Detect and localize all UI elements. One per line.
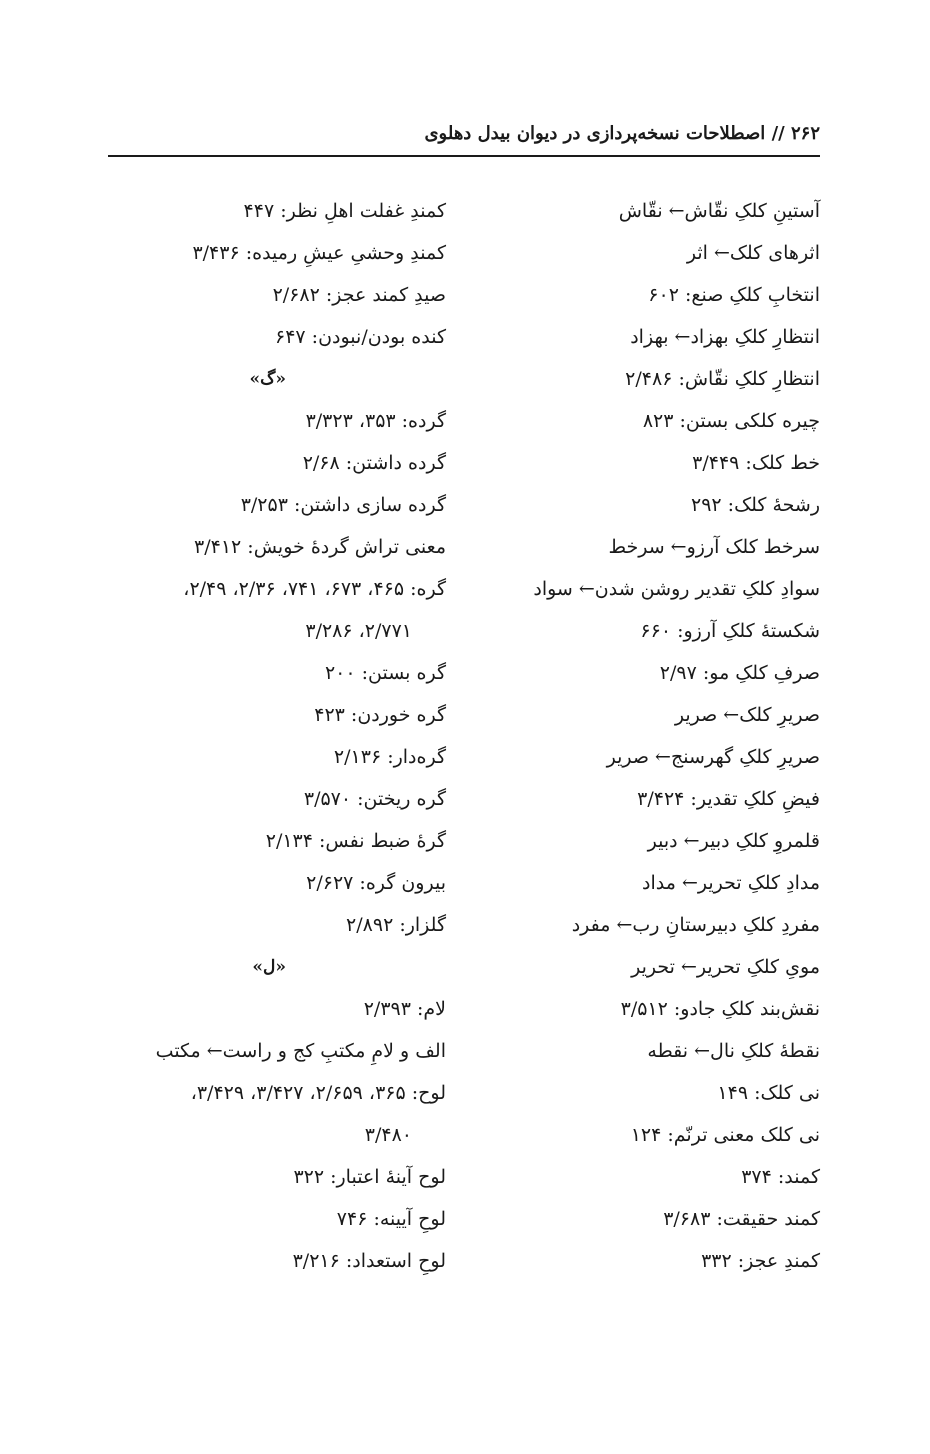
index-entry: مویِ کلکِ تحریر← تحریر: [631, 956, 820, 978]
index-entry: بیرون گره: ۲/۶۲۷: [306, 872, 446, 894]
index-entry: قلمروِ کلکِ دبیر← دبیر: [647, 830, 820, 852]
index-column-right: [500, 190, 820, 1282]
index-entry: صریرِ کلکِ گهرسنج← صریر: [606, 746, 820, 768]
index-entry: نی کلک: ۱۴۹: [717, 1082, 820, 1104]
index-entry: لوحِ استعداد: ۳/۲۱۶: [292, 1250, 446, 1272]
index-entry: گره ریختن: ۳/۵۷۰: [303, 788, 446, 810]
index-entry: ۲/۷۷۱، ۳/۲۸۶: [305, 620, 412, 642]
index-entry: گرهٔ ضبط نفس: ۲/۱۳۴: [265, 830, 446, 852]
index-entry: نقطهٔ کلکِ نال← نقطه: [647, 1040, 820, 1062]
index-entry: سوادِ کلکِ تقدیر روشن شدن← سواد: [533, 578, 820, 600]
index-entry: انتظارِ کلکِ نقّاش: ۲/۴۸۶: [625, 368, 820, 390]
index-entry: سرخط کلک آرزو← سرخط: [608, 536, 820, 558]
index-entry: گرده: ۳۵۳، ۳/۳۲۳: [305, 410, 446, 432]
index-entry: مفردِ کلکِ دبیرستانِ رب← مفرد: [571, 914, 820, 936]
index-entry: رشحهٔ کلک: ۲۹۲: [691, 494, 820, 516]
running-header: ۲۶۲ // اصطلاحات نسخه‌پردازی در دیوان بیدل دهلوی: [424, 123, 820, 144]
index-entry: گلزار: ۲/۸۹۲: [346, 914, 446, 936]
index-entry: لام: ۲/۳۹۳: [363, 998, 446, 1020]
index-entry: معنی تراش گردهٔ خویش: ۳/۴۱۲: [194, 536, 446, 558]
index-column-left: [96, 190, 446, 1282]
index-entry: صیدِ کمند عجز: ۲/۶۸۲: [272, 284, 446, 306]
index-entry: صرفِ کلکِ مو: ۲/۹۷: [659, 662, 820, 684]
index-entry: الف و لامِ مکتبِ کج و راست← مکتب: [155, 1040, 446, 1062]
index-entry: گره‌دار: ۲/۱۳۶: [333, 746, 446, 768]
index-entry: چیره کلکی بستن: ۸۲۳: [642, 410, 820, 432]
index-entry: خط کلک: ۳/۴۴۹: [692, 452, 820, 474]
index-entry: لوحِ آیینه: ۷۴۶: [336, 1208, 446, 1230]
section-heading: «گ»: [249, 369, 286, 389]
index-entry: شکستهٔ کلکِ آرزو: ۶۶۰: [640, 620, 820, 642]
index-entry: نقش‌بند کلکِ جادو: ۳/۵۱۲: [620, 998, 820, 1020]
index-entry: گرده سازی داشتن: ۳/۲۵۳: [240, 494, 446, 516]
index-entry: کمندِ عجز: ۳۳۲: [701, 1250, 820, 1272]
header-rule: [108, 155, 820, 157]
section-heading: «ل»: [252, 957, 286, 977]
index-entry: گره بستن: ۲۰۰: [324, 662, 446, 684]
index-entry: صریرِ کلک← صریر: [674, 704, 820, 726]
index-entry: گره خوردن: ۴۲۳: [314, 704, 446, 726]
index-entry: لوح: ۳۶۵، ۲/۶۵۹، ۳/۴۲۷، ۳/۴۲۹،: [190, 1082, 446, 1104]
index-entry: کنده بودن/نبودن: ۶۴۷: [275, 326, 446, 348]
index-entry: کمندِ غفلت اهلِ نظر: ۴۴۷: [243, 200, 446, 222]
index-entry: انتظارِ کلکِ بهزاد← بهزاد: [630, 326, 820, 348]
index-entry: کمند حقیقت: ۳/۶۸۳: [663, 1208, 820, 1230]
index-entry: مدادِ کلکِ تحریر← مداد: [642, 872, 820, 894]
index-entry: ۳/۴۸۰: [364, 1124, 412, 1146]
index-entry: گرده داشتن: ۲/۶۸: [302, 452, 446, 474]
index-entry: کمند: ۳۷۴: [741, 1166, 820, 1188]
index-entry: فیضِ کلکِ تقدیر: ۳/۴۲۴: [637, 788, 820, 810]
index-entry: گره: ۴۶۵، ۶۷۳، ۷۴۱، ۲/۳۶، ۲/۴۹،: [183, 578, 446, 600]
index-entry: آستینِ کلکِ نقّاش← نقّاش: [618, 200, 820, 222]
index-entry: اثرهای کلک← اثر: [686, 242, 820, 264]
index-entry: انتخابِ کلکِ صنع: ۶۰۲: [648, 284, 820, 306]
index-entry: کمندِ وحشیِ عیشِ رمیده: ۳/۴۳۶: [192, 242, 446, 264]
index-entry: نی کلک معنی ترنّم: ۱۲۴: [630, 1124, 820, 1146]
index-entry: لوح آینهٔ اعتبار: ۳۲۲: [293, 1166, 446, 1188]
